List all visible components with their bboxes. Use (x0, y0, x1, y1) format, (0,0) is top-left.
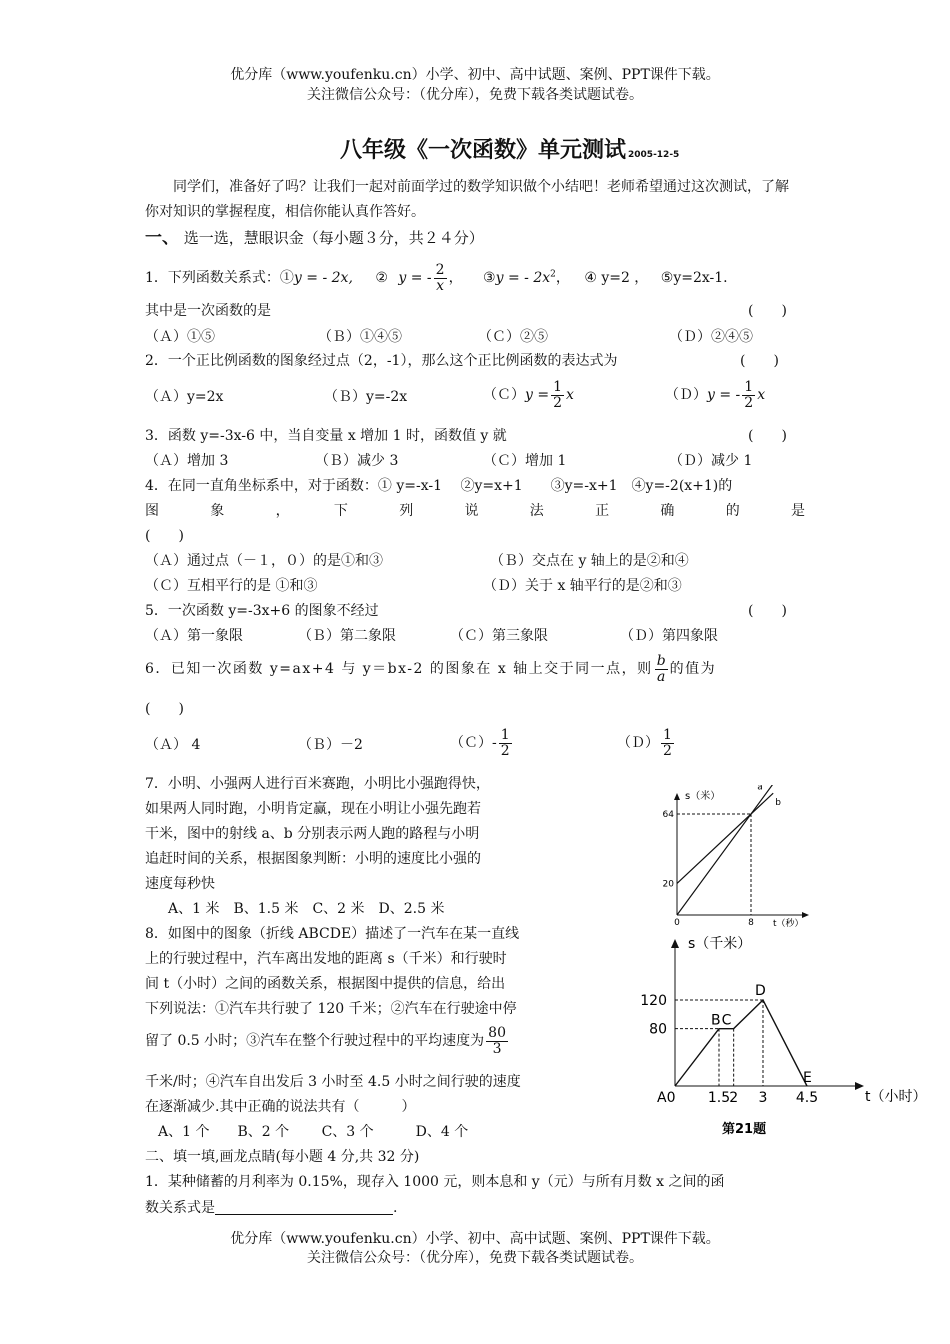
q3-stem: 3．函数 y=-3x-6 中，当自变量 x 增加 1 时，函数值 y 就 (145, 428, 507, 444)
q8-line3: 间 t（小时）之间的函数关系，根据图中提供的信息，给出 (145, 976, 506, 992)
q1-option-a: （Ａ）①⑤ (145, 329, 215, 345)
q8-line5: 留了 0.5 小时；③汽车在整个行驶过程中的平均速度为 $\frac{80}{3}$ (145, 1025, 506, 1057)
q3-option-b: （Ｂ）减少 3 (315, 453, 399, 469)
chart2-path-abcde (675, 1000, 807, 1086)
page-title: 八年级《一次函数》单元测试 2005-12-5 (340, 138, 680, 163)
site-header-line1: 优分库（www.youfenku.cn）小学、初中、高中试题、案例、PPT课件下载。 (230, 67, 720, 83)
chart-car-trip (640, 930, 940, 1145)
q2-option-b: （Ｂ）y=-2x (324, 389, 408, 405)
q5-option-d: （Ｄ）第四象限 (620, 628, 718, 644)
section2-heading: 二、填一填,画龙点睛(每小题 4 分,共 32 分) (145, 1149, 420, 1165)
q5-option-b: （Ｂ）第二象限 (298, 628, 396, 644)
chart1-ylabel: s（米） (685, 791, 721, 802)
q1-option-d: （Ｄ）②④⑤ (669, 329, 753, 345)
q7-line: 追赶时间的关系，根据图象判断：小明的速度比小强的 (145, 851, 481, 867)
title-date: 2005-12-5 (628, 150, 680, 160)
fill-q1-line2: 数关系式是 . (145, 1200, 398, 1216)
q2-option-c: （Ｃ）y = $\frac{1}{2}$ x (483, 379, 574, 411)
q3-option-d: （Ｄ）减少 1 (669, 453, 753, 469)
q6-option-d: （Ｄ） $\frac{1}{2}$ (617, 727, 672, 759)
chart1-xtick-0: 0 (674, 918, 680, 928)
chart2-xtick-2: 2 (729, 1090, 739, 1106)
chart2-caption: 第21题 (722, 1122, 767, 1137)
q8-line4: 下列说法：①汽车共行驶了 120 千米；②汽车在行驶途中停 (145, 1001, 517, 1017)
q2-option-a: （Ａ）y=2x (145, 389, 224, 405)
q1-answer-paren: ( ) (748, 303, 787, 319)
q1-line2: 其中是一次函数的是 (145, 303, 271, 319)
chart2-ytick-80: 80 (649, 1021, 667, 1038)
chart2-xtick-1.5: 1.5 (707, 1090, 731, 1106)
q8-options: A、1 个 B、2 个 C、3 个 D、4 个 (158, 1124, 469, 1140)
q8-line6: 千米/时；④汽车自出发后 3 小时至 4.5 小时之间行驶的速度 (145, 1074, 521, 1090)
q2-answer-paren: ( ) (740, 353, 779, 369)
q4-option-a: （Ａ）通过点（－１，０）的是①和③ (145, 553, 383, 569)
chart1-xtick-8: 8 (748, 918, 754, 928)
q8-line1: 8．如图中的图象（折线 ABCDE）描述了一汽车在某一直线 (145, 926, 520, 942)
chart2-xtick-4.5: 4.5 (795, 1090, 819, 1106)
q6-answer-paren: ( ) (145, 701, 184, 717)
q1-option-c: （Ｃ）②⑤ (478, 329, 548, 345)
fill-q1-line1: 1．某种储蓄的月利率为 0.15%，现存入 1000 元，则本息和 y（元）与所有月数 x 之间的函 (145, 1174, 725, 1190)
intro-line2: 你对知识的掌握程度，相信你能认真作答好。 (145, 204, 425, 220)
chart2-xlabel: t（小时） (865, 1089, 927, 1105)
chart2-point-e: E (802, 1070, 812, 1086)
q6-option-b: （Ｂ）－2 (298, 737, 363, 753)
q4-answer-paren: ( ) (145, 528, 184, 544)
chart2-xtick-3: 3 (758, 1090, 768, 1106)
section1-heading: 一、 选一选，慧眼识金（每小题３分，共２４分） (145, 228, 484, 248)
answer-blank[interactable] (215, 1200, 393, 1215)
q3-answer-paren: ( ) (748, 428, 787, 444)
q6-stem: 6．已知一次函数 y=ax+4 与 y＝bx-2 的图象在 x 轴上交于同一点，则 $\frac{b}{a}$ 的值为 (145, 653, 717, 685)
q4-line1: 4．在同一直角坐标系中，对于函数：① y=-x-1 ②y=x+1 ③y=-x+1 ④y=-2(x+1)的 (145, 478, 733, 494)
q4-option-b: （Ｂ）交点在 y 轴上的是②和④ (490, 553, 689, 569)
q4-option-c: （Ｃ）互相平行的是 ①和③ (145, 578, 318, 594)
chart2-ytick-120: 120 (640, 992, 667, 1009)
site-footer-line1: 优分库（www.youfenku.cn）小学、初中、高中试题、案例、PPT课件下载。 (230, 1231, 720, 1247)
q7-line: 干米，图中的射线 a、b 分别表示两人跑的路程与小明 (145, 826, 480, 842)
chart1-label-b: b (775, 798, 781, 809)
chart2-point-a: A0 (657, 1090, 676, 1106)
q6-option-c: （Ｃ）- $\frac{1}{2}$ (450, 727, 510, 759)
chart2-point-c: C (721, 1012, 732, 1029)
q2-option-d: （Ｄ）y = - $\frac{1}{2}$ x (665, 379, 766, 411)
q1-stem: 1．下列函数关系式：①y = - 2x, ② y = - $\frac{2}{x}$ ， ③y = - $2x^2$， ④ y=2 ， ⑤y=2x-1. (145, 262, 728, 294)
q8-line7: 在逐渐减少.其中正确的说法共有（ ） (145, 1099, 416, 1115)
chart1-ytick-20: 20 (662, 879, 674, 890)
q4-option-d: （Ｄ）关于 x 轴平行的是②和③ (483, 578, 682, 594)
q5-answer-paren: ( ) (748, 603, 787, 619)
q7-line: 7．小明、小强两人进行百米赛跑，小明比小强跑得快， (145, 776, 490, 792)
q8-line2: 上的行驶过程中，汽车离出发地的距离 s（千米）和行驶时 (145, 951, 507, 967)
q6-option-a: （Ａ） 4 (145, 737, 201, 753)
site-footer-line2: 关注微信公众号：（优分库），免费下载各类试题试卷。 (307, 1250, 643, 1266)
chart1-line-b (677, 793, 773, 883)
q7-line: 如果两人同时跑，小明肯定赢，现在小明让小强先跑若 (145, 801, 481, 817)
q2-stem: 2．一个正比例函数的图象经过点（2，-1），那么这个正比例函数的表达式为 (145, 353, 618, 369)
q5-option-a: （Ａ）第一象限 (145, 628, 243, 644)
chart-race (655, 785, 815, 930)
chart1-xlabel: t（秒） (773, 919, 804, 929)
chart1-line-a (677, 785, 773, 915)
site-header-line2: 关注微信公众号：（优分库），免费下载各类试题试卷。 (307, 87, 643, 103)
q3-option-c: （Ｃ）增加 1 (483, 453, 567, 469)
q7-line: 速度每秒快 (145, 876, 215, 892)
q1-option-b: （Ｂ）①④⑤ (318, 329, 402, 345)
chart2-point-d: D (754, 982, 766, 999)
q3-option-a: （Ａ）增加 3 (145, 453, 229, 469)
q4-line2: 图 象 ， 下 列 说 法 正 确 的 是 (145, 503, 805, 519)
q7-options: A、1 米 B、1.5 米 C、2 米 D、2.5 米 (168, 901, 445, 917)
chart2-point-b: B (710, 1012, 721, 1029)
chart1-label-a: a (757, 785, 763, 793)
intro-line1: 同学们，准备好了吗？让我们一起对前面学过的数学知识做个小结吧！老师希望通过这次测试，了解 (173, 179, 789, 195)
q5-stem: 5．一次函数 y=-3x+6 的图象不经过 (145, 603, 379, 619)
chart2-ylabel: s（千米） (688, 936, 752, 952)
q5-option-c: （Ｃ）第三象限 (450, 628, 548, 644)
chart1-ytick-64: 64 (662, 810, 674, 820)
